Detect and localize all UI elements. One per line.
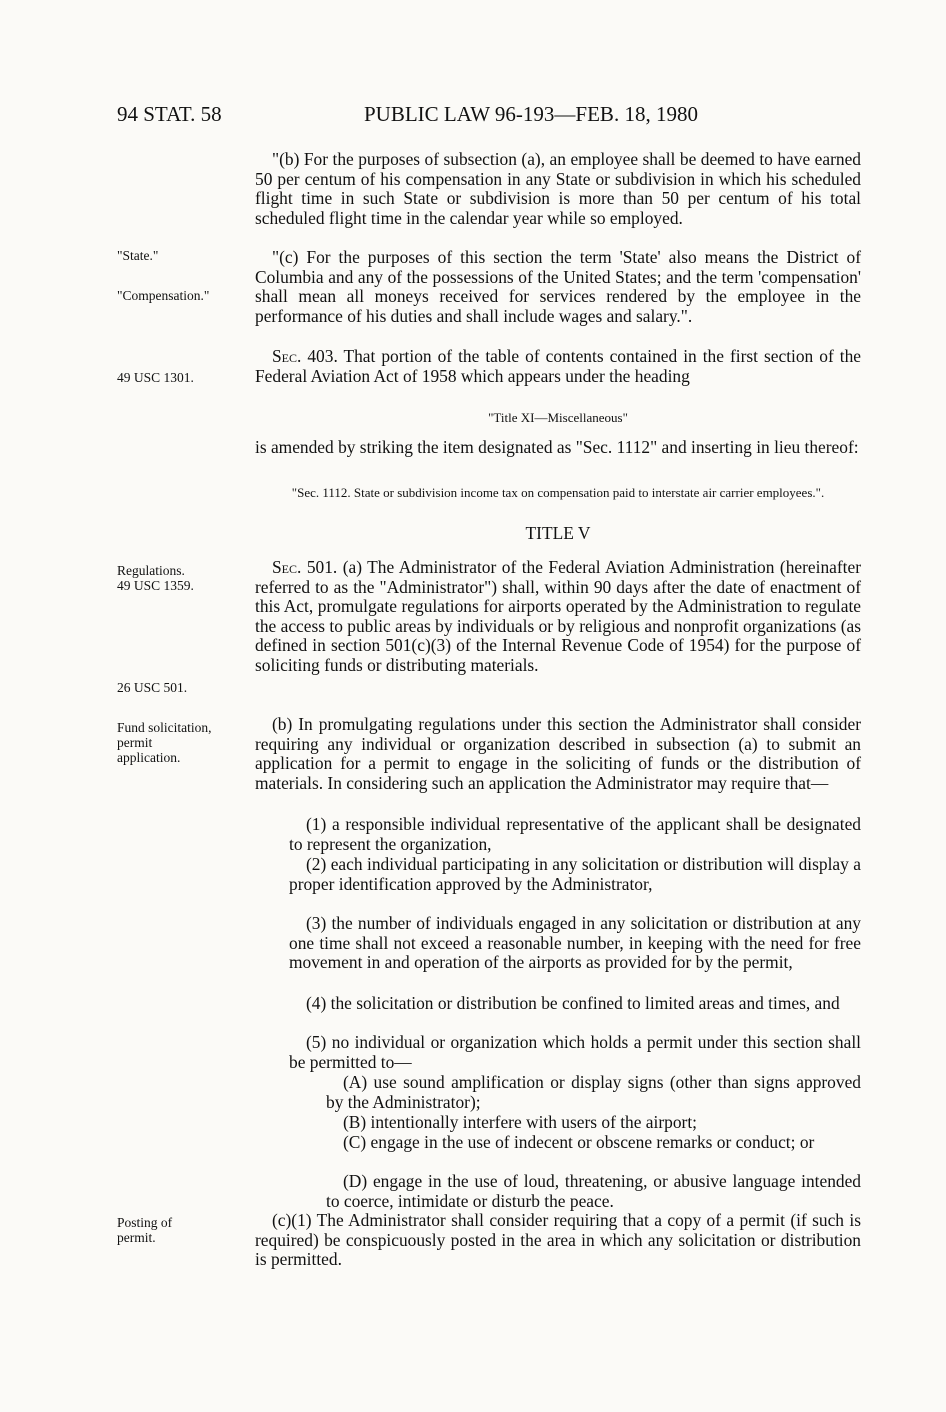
list-item-1: (1) a responsible individual representative of the applicant shall be designated to represent the organization, [289, 814, 861, 854]
margin-note-usc-1359: 49 USC 1359. [117, 578, 194, 593]
list-item-a: (A) use sound amplification or display signs (other than signs approved by the Administrator); [326, 1072, 861, 1112]
margin-note-regulations: Regulations. [117, 563, 185, 578]
paragraph-b: "(b) For the purposes of subsection (a), an employee shall be deemed to have earned 50 per centum of his compensation in any State or subdivision in which his scheduled flight time in such State or subdivision is more than 50 per centum of his total scheduled flight time in the calendar year while so employed. [255, 149, 861, 228]
list-item-b: (B) intentionally interfere with users of the airport; [343, 1112, 697, 1132]
amended-paragraph: is amended by striking the item designated as "Sec. 1112" and inserting in lieu thereof: [255, 437, 859, 457]
margin-note-posting: Posting of permit. [117, 1215, 173, 1245]
margin-note-usc-1301: 49 USC 1301. [117, 370, 194, 385]
section-501-a [255, 558, 861, 676]
title-v-heading: TITLE V [525, 523, 591, 543]
section-403 [255, 347, 861, 386]
list-item-2: (2) each individual participating in any solicitation or distribution will display a proper identification approved by the Administrator, [289, 854, 861, 894]
margin-note-fund-solicitation: Fund solicitation, permit application. [117, 720, 212, 765]
section-label: Sec. [272, 557, 302, 577]
page-stat-number: 94 STAT. 58 [117, 102, 222, 126]
page-header-title: PUBLIC LAW 96-193—FEB. 18, 1980 [364, 102, 698, 126]
section-label: Sec. [272, 346, 302, 366]
list-item-d: (D) engage in the use of loud, threatening, or abusive language intended to coerce, intimidate or disturb the peace. [326, 1171, 861, 1211]
section-501-c1: (c)(1) The Administrator shall consider requiring that a copy of a permit (if such is required) be conspicuously posted in the area in which any solicitation or distribution is permitted. [255, 1210, 861, 1270]
paragraph-c: "(c) For the purposes of this section the term 'State' also means the District of Columbia and any of the possessions of the United States; and the term 'compensation' shall mean all moneys received for services rendered by the employee in the performance of his duties and shall include wages and salary.". [255, 247, 861, 326]
section-403-text: 403. That portion of the table of contents contained in the first section of the Federal Aviation Act of 1958 which appears under the heading [255, 346, 861, 386]
margin-note-state: "State." [117, 248, 159, 263]
list-item-4: (4) the solicitation or distribution be confined to limited areas and times, and [306, 993, 840, 1013]
title-xi-heading: "Title XI—Miscellaneous" [488, 410, 628, 425]
list-item-3: (3) the number of individuals engaged in any solicitation or distribution at any one time shall not exceed a reasonable number, in keeping with the need for free movement in and operation of the airports as provided for by the permit, [289, 913, 861, 973]
list-item-c: (C) engage in the use of indecent or obscene remarks or conduct; or [343, 1132, 815, 1152]
margin-note-compensation: "Compensation." [117, 288, 210, 303]
section-501-b: (b) In promulgating regulations under this section the Administrator shall consider requiring any individual or organization described in subsection (a) to submit an application for a permit to engage in the soliciting of funds or the distribution of materials. In considering such an application the Administrator may require that— [255, 714, 861, 793]
margin-note-usc-501: 26 USC 501. [117, 680, 188, 695]
list-item-5: (5) no individual or organization which holds a permit under this section shall be permitted to— [289, 1032, 861, 1072]
section-501-text: 501. (a) The Administrator of the Federal Aviation Administration (hereinafter referred to as the "Administrator") shall, within 90 days after the date of enactment of this Act, promulgate regulations for airports operated by the Administration to regulate the access to public areas by individuals or by religious and nonprofit organizations (as defined in section 501(c)(3) of the Internal Revenue Code of 1954) for the purpose of soliciting funds or distributing materials. [255, 557, 861, 675]
sec-1112-item: "Sec. 1112. State or subdivision income tax on compensation paid to interstate air carrier employees.". [291, 485, 825, 500]
